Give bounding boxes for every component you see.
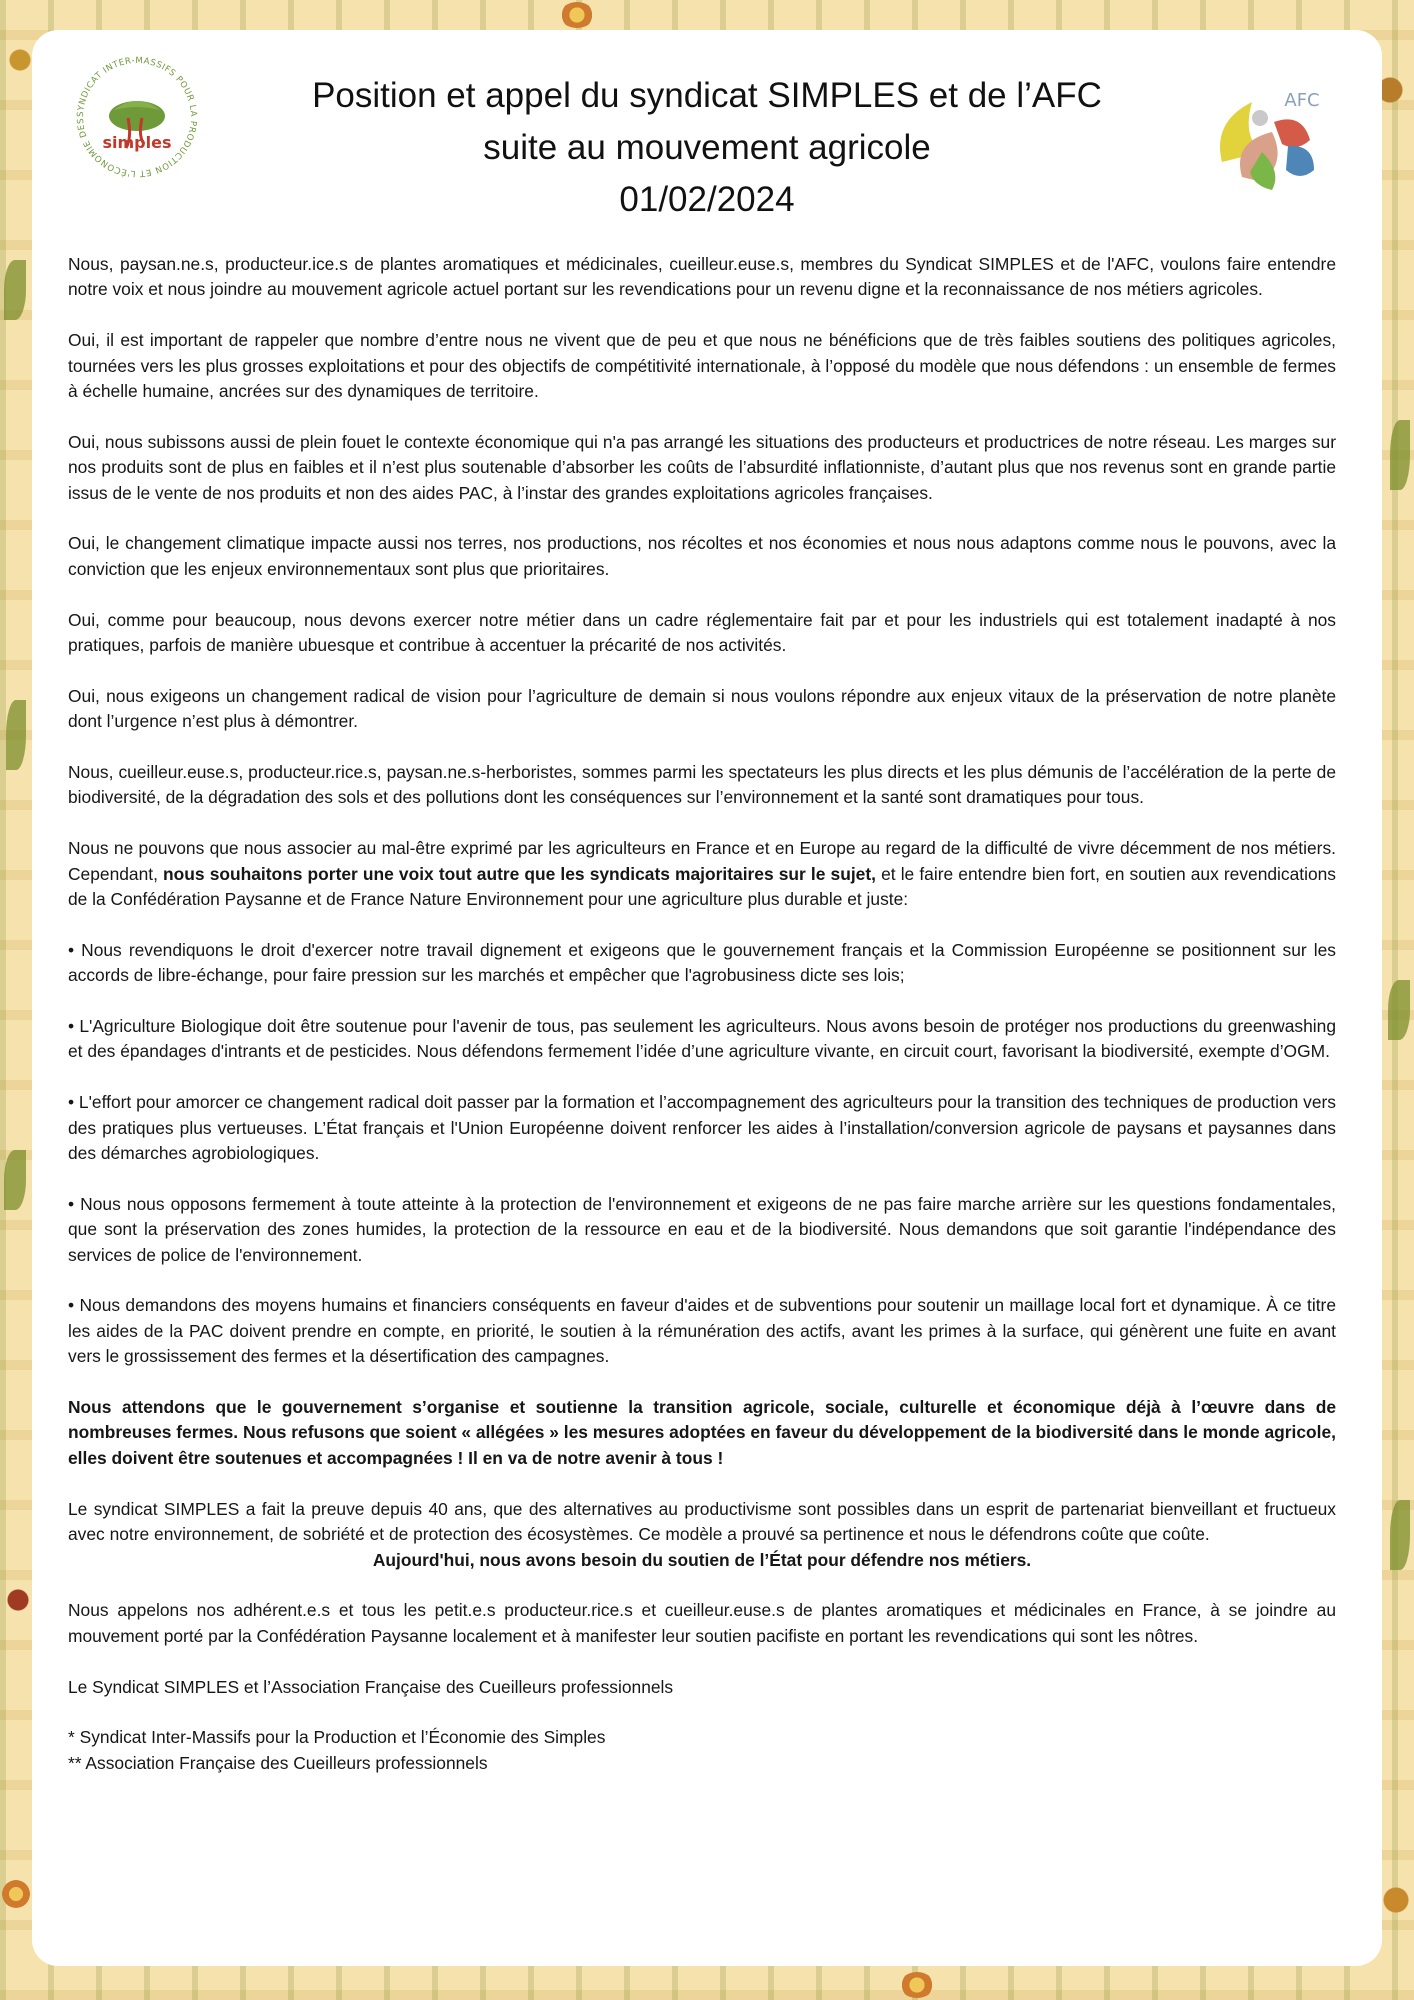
- bold-paragraph: Nous attendons que le gouvernement s’organise et soutienne la transition agricole, sociale, culturelle et économique déjà à l’œuvre dans de nombreuses fermes. Nous refusons que soient « allégées » les mesures adoptées en faveur du développement de la biodiversité dans le monde agricole, elles doivent être soutenues et accompagnées ! Il en va de notre avenir à tous !: [68, 1397, 1337, 1468]
- paragraph: Oui, le changement climatique impacte aussi nos terres, nos productions, nos récoltes et nos économies et nous nous adaptons comme nous le pouvons, avec la conviction que les enjeux environnementaux sont plus que prioritaires.: [68, 533, 1336, 579]
- leaf-decoration: [4, 260, 26, 320]
- document-card: [32, 30, 1382, 1966]
- paragraph: Oui, nous exigeons un changement radical de vision pour l’agriculture de demain si nous voulons répondre aux enjeux vitaux de la préservation de notre planète dont l’urgence n’est plus à démontrer.: [68, 685, 1336, 732]
- simples-logo-icon: [72, 52, 202, 182]
- signature: Le Syndicat SIMPLES et l’Association Française des Cueilleurs professionnels: [68, 1676, 674, 1697]
- bullet-item: • Nous nous opposons fermement à toute atteinte à la protection de l'environnement et exigeons de ne pas faire marche arrière sur les questions fondamentales, que sont la préservation des zones humides, la protection de la ressource en eau et de la biodiversité. Nous demandons que soit garantie l'indépendance des services de police de l'environnement.: [68, 1193, 1336, 1265]
- leaf-decoration: [1390, 420, 1410, 490]
- paragraph: Nous, cueilleur.euse.s, producteur.rice.s, paysan.ne.s-herboristes, sommes parmi les spectateurs les plus directs et les plus démunis de l’accélération de la perte de biodiversité, de la dégradation des sols et des pollutions dont les conséquences sur l’environnement et la santé sont dramatiques pour tous.: [68, 762, 1336, 808]
- leaf-decoration: [1390, 1500, 1410, 1570]
- paragraph: Nous, paysan.ne.s, producteur.ice.s de plantes aromatiques et médicinales, cueilleur.euse.s, membres du Syndicat SIMPLES et de l'AFC, voulons faire entendre notre voix et nous joindre au mouvement agricole actuel portant sur les revendications pour un revenu digne et la reconnaissance de nos métiers agricoles.: [68, 254, 1336, 300]
- afc-word: AFC: [1284, 90, 1320, 111]
- paragraph: Oui, comme pour beaucoup, nous devons exercer notre métier dans un cadre réglementaire fait par et pour les industriels qui est totalement inadapté à nos pratiques, parfois de manière ubuesque et contribue à accentuer la précarité de nos activités.: [68, 609, 1336, 656]
- bullet-item: • Nous revendiquons le droit d'exercer notre travail dignement et exigeons que le gouvernement français et la Commission Européenne se positionnent sur les accords de libre-échange, pour faire pression sur les marchés et empêcher que l'agrobusiness dicte ses lois;: [68, 939, 1336, 986]
- paragraph: Nous appelons nos adhérent.e.s et tous les petit.e.s producteur.rice.s et cueilleur.euse.s de plantes aromatiques et médicinales en France, à se joindre au mouvement porté par la Confédération Paysanne localement et à manifester leur soutien pacifiste en portant les revendications qui sont les nôtres.: [68, 1600, 1336, 1646]
- bullet-item: • L'effort pour amorcer ce changement radical doit passer par la formation et l’accompagnement des agriculteurs pour la transition des techniques de production vers des pratiques plus vertueuses. L’État français et l'Union Européenne doivent renforcer les aides à l’installation/conversion agricole de paysans et paysannes dans des démarches agrobiologiques.: [68, 1092, 1336, 1164]
- leaf-decoration: [4, 1150, 26, 1210]
- flower-decoration: [2, 1880, 30, 1908]
- paragraph-text: Nous ne pouvons que nous associer au mal-être exprimé par les agriculteurs en France et en Europe au regard de la difficulté de vivre décemment de nos métiers. Cependant,: [68, 838, 1336, 884]
- paragraph: Oui, nous subissons aussi de plein fouet le contexte économique qui n'a pas arrangé les situations des producteurs et productrices de notre réseau. Les marges sur nos produits sont de plus en faibles et il n’est plus soutenable d’absorber les coûts de l’absurdité inflationniste, d’autant plus que nos revenus sont en grande partie issus de le vente de nos produits et non des aides PAC, à l’instar des grandes exploitations agricoles françaises.: [68, 431, 1336, 503]
- title-date: 01/02/2024: [619, 180, 795, 219]
- paragraph: Le syndicat SIMPLES a fait la preuve depuis 40 ans, que des alternatives au productivisme sont possibles dans un esprit de partenariat bienveillant et fructueux avec notre environnement, de sobriété et de protection des écosystèmes. Ce modèle a prouvé sa pertinence et nous le défendrons coûte que coûte.: [68, 1498, 1336, 1545]
- title-line-1: Position et appel du syndicat SIMPLES et de l’AFC: [312, 76, 1102, 115]
- bullet-item: • Nous demandons des moyens humains et financiers conséquents en faveur d'aides et de subventions pour soutenir un maillage local fort et dynamique. À ce titre les aides de la PAC doivent prendre en compte, en priorité, le soutien à la rémunération des actifs, avant les primes à la surface, qui génèrent une fuite en avant vers le grossissement des fermes et la désertification des campagnes.: [68, 1295, 1336, 1367]
- flower-decoration: [560, 2, 594, 28]
- afc-logo: [1202, 82, 1332, 192]
- simples-ring-text: SYNDICAT INTER-MASSIFS POUR LA PRODUCTION ET L'ÉCONOMIE DES: [75, 55, 199, 179]
- paragraph-text: et le faire entendre bien fort, en soutien aux revendications de la Confédération Paysanne et de France Nature Environnement pour une agriculture plus durable et juste:: [68, 863, 1337, 910]
- document-body: [68, 252, 1336, 1776]
- footnote: * Syndicat Inter-Massifs pour la Production et l’Économie des Simples: [68, 1727, 606, 1748]
- paragraph: [68, 836, 1336, 912]
- bullet-item: • L'Agriculture Biologique doit être soutenue pour l'avenir de tous, pas seulement les agriculteurs. Nous avons besoin de protéger nos productions du greenwashing et des épandages d'intrants et de pesticides. Nous défendons fermement l’idée d’une agriculture vivante, en circuit court, favorisant la biodiversité, exempte d’OGM.: [68, 1016, 1336, 1062]
- paragraph: Oui, il est important de rappeler que nombre d’entre nous ne vivent que de peu et que nous ne bénéficions que de très faibles soutiens des politiques agricoles, tournées vers les plus grosses exploitations et pour des objectifs de compétitivité internationale, à l’opposé du modèle que nous défendons : un ensemble de fermes à échelle humaine, ancrées sur des dynamiques de territoire.: [68, 330, 1336, 402]
- footnote: ** Association Française des Cueilleurs professionnels: [68, 1752, 488, 1773]
- page-title: [212, 70, 1202, 226]
- simples-logo: [72, 52, 202, 182]
- simples-word: simples: [102, 133, 172, 152]
- afc-logo-icon: [1202, 82, 1332, 192]
- centered-bold-statement: Aujourd'hui, nous avons besoin du soutien de l’État pour défendre nos métiers.: [372, 1549, 1032, 1570]
- paragraph-bold-text: nous souhaitons porter une voix tout autre que les syndicats majoritaires sur le sujet,: [163, 863, 876, 884]
- leaf-decoration: [1388, 980, 1410, 1040]
- title-line-2: suite au mouvement agricole: [483, 128, 931, 167]
- leaf-decoration: [6, 700, 26, 770]
- flower-decoration: [900, 1972, 934, 1998]
